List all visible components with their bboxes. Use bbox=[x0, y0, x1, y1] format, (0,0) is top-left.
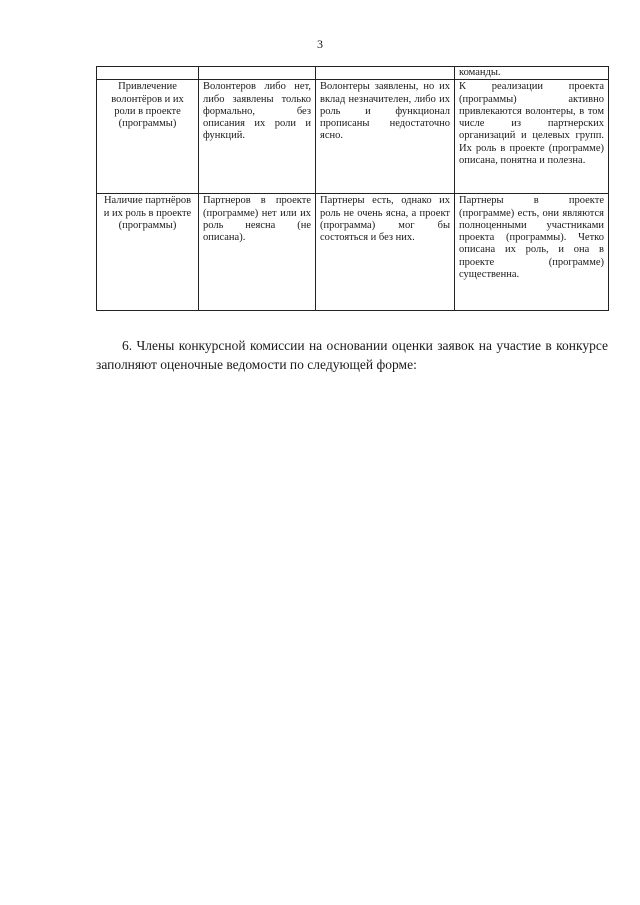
table-cell-high-score: Партнеры в проекте (программе) есть, они являются полноценными участниками проекта (программы). Четко описана их роль, и она в проекте (программе) существенна. bbox=[455, 194, 609, 311]
table-row bbox=[97, 80, 609, 194]
criterion-name: Привлечение волонтёров и их роли в проекте (программы) bbox=[97, 80, 199, 194]
table-cell-mid-score: Партнеры есть, однако их роль не очень ясна, а проект (программа) мог бы состояться и без них. bbox=[316, 194, 455, 311]
table-cell-high-score: К реализации проекта (программы) активно привлекаются волонтеры, в том числе из партнерских организаций и целевых групп. Их роль в проекте (программе) описана, понятна и полезна. bbox=[455, 80, 609, 194]
table-cell bbox=[199, 67, 316, 80]
table-cell bbox=[97, 67, 199, 80]
table-cell-high-score: команды. bbox=[455, 67, 609, 80]
paragraph-item-6: 6. Члены конкурсной комиссии на основании оценки заявок на участие в конкурсе заполняют оценочные ведомости по следующей форме: bbox=[96, 337, 608, 372]
table-cell bbox=[316, 67, 455, 80]
table-row bbox=[97, 194, 609, 311]
criterion-name: Наличие партнёров и их роль в проекте (программы) bbox=[97, 194, 199, 311]
table-cell-low-score: Партнеров в проекте (программе) нет или их роль неясна (не описана). bbox=[199, 194, 316, 311]
table-cell-mid-score: Волонтеры заявлены, но их вклад незначителен, либо их роль и функционал прописаны недостаточно ясно. bbox=[316, 80, 455, 194]
table-row-continuation bbox=[97, 67, 609, 80]
evaluation-criteria-table bbox=[96, 66, 609, 311]
page-number: 3 bbox=[317, 37, 323, 51]
table-cell-low-score: Волонтеров либо нет, либо заявлены только формально, без описания их роли и функций. bbox=[199, 80, 316, 194]
